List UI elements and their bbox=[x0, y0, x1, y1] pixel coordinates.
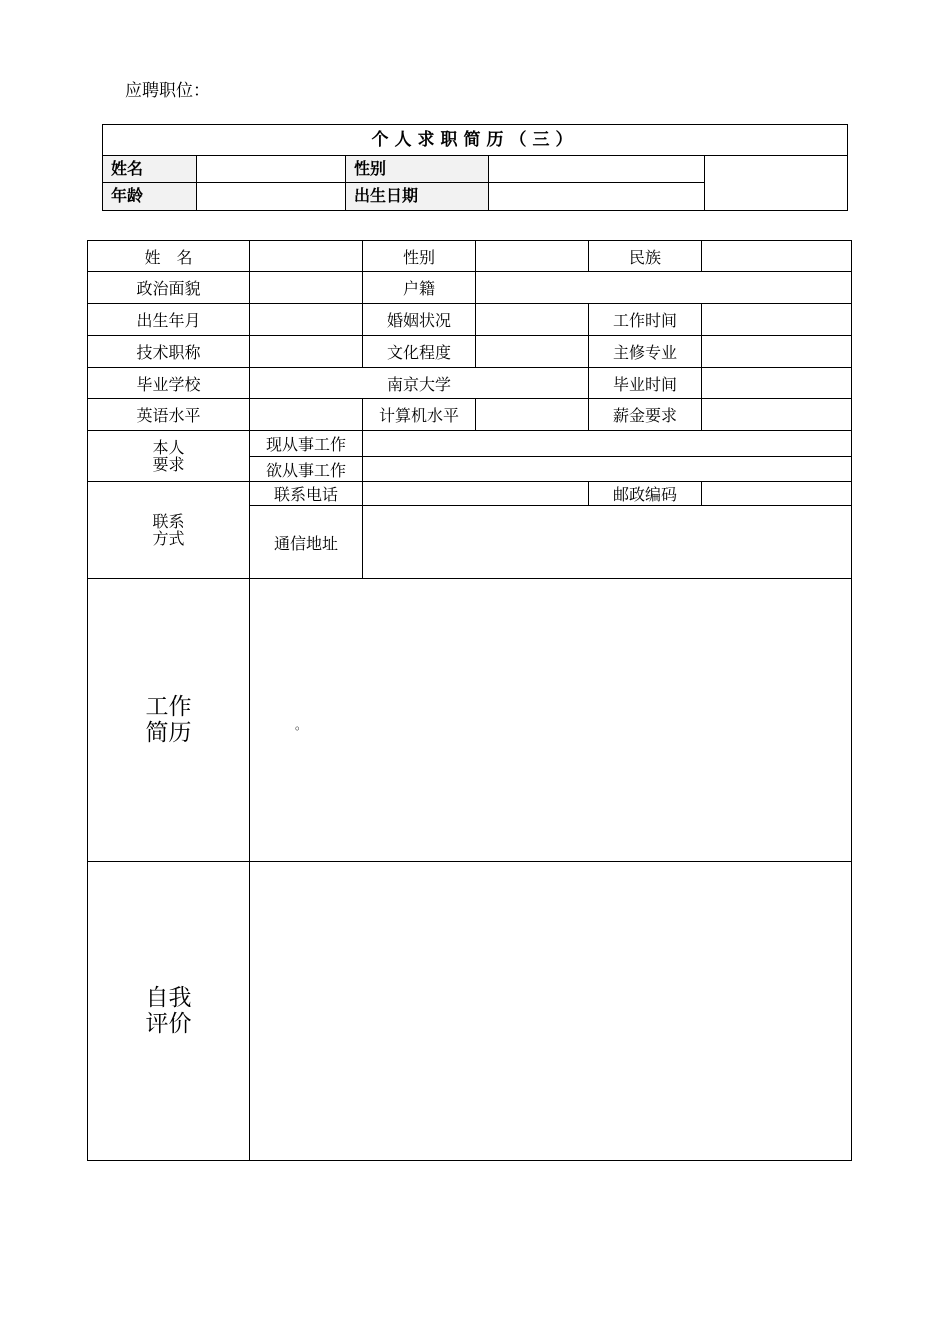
phone-field[interactable] bbox=[362, 481, 589, 506]
desired-job-field[interactable] bbox=[362, 456, 852, 482]
work-time-field[interactable] bbox=[701, 303, 852, 336]
name-field[interactable] bbox=[249, 240, 363, 272]
political-status-field[interactable] bbox=[249, 271, 363, 304]
birth-month-label: 出生年月 bbox=[87, 303, 250, 336]
technical-title-field[interactable] bbox=[249, 335, 363, 368]
header-gender-field[interactable] bbox=[489, 156, 705, 183]
header-birthdate-label: 出生日期 bbox=[346, 183, 489, 210]
header-birthdate-field[interactable] bbox=[489, 183, 705, 210]
hukou-label: 户籍 bbox=[362, 271, 476, 304]
work-history-field[interactable] bbox=[249, 578, 852, 862]
header-name-label: 姓名 bbox=[103, 156, 197, 183]
header-name-field[interactable] bbox=[197, 156, 346, 183]
salary-field[interactable] bbox=[701, 398, 852, 431]
address-field[interactable] bbox=[362, 505, 852, 579]
gender-label: 性别 bbox=[362, 240, 476, 272]
contact-label: 联系 方式 bbox=[87, 481, 250, 579]
header-age-label: 年龄 bbox=[103, 183, 197, 210]
english-level-label: 英语水平 bbox=[87, 398, 250, 431]
self-evaluation-label: 自我 评价 bbox=[87, 861, 250, 1161]
work-history-label: 工作 简历 bbox=[87, 578, 250, 862]
computer-level-label: 计算机水平 bbox=[362, 398, 476, 431]
salary-label: 薪金要求 bbox=[588, 398, 702, 431]
current-job-field[interactable] bbox=[362, 430, 852, 457]
header-age-field[interactable] bbox=[197, 183, 346, 210]
resume-title: 个人求职简历（三） bbox=[103, 125, 847, 156]
school-label: 毕业学校 bbox=[87, 367, 250, 399]
name-label: 姓 名 bbox=[87, 240, 250, 272]
current-job-label: 现从事工作 bbox=[249, 430, 363, 457]
marital-status-label: 婚姻状况 bbox=[362, 303, 476, 336]
computer-level-field[interactable] bbox=[475, 398, 589, 431]
ethnicity-field[interactable] bbox=[701, 240, 852, 272]
postcode-field[interactable] bbox=[701, 481, 852, 506]
education-level-label: 文化程度 bbox=[362, 335, 476, 368]
english-level-field[interactable] bbox=[249, 398, 363, 431]
position-applied-label: 应聘职位： bbox=[125, 81, 210, 101]
technical-title-label: 技术职称 bbox=[87, 335, 250, 368]
work-history-text: 。 bbox=[295, 718, 308, 732]
header-gender-label: 性别 bbox=[346, 156, 489, 183]
header-table bbox=[102, 124, 848, 211]
political-status-label: 政治面貌 bbox=[87, 271, 250, 304]
photo-box bbox=[705, 156, 847, 210]
gender-field[interactable] bbox=[475, 240, 589, 272]
requirements-label: 本人 要求 bbox=[87, 430, 250, 482]
phone-label: 联系电话 bbox=[249, 481, 363, 506]
self-evaluation-field[interactable] bbox=[249, 861, 852, 1161]
school-field[interactable]: 南京大学 bbox=[249, 367, 589, 399]
birth-month-field[interactable] bbox=[249, 303, 363, 336]
marital-status-field[interactable] bbox=[475, 303, 589, 336]
resume-form-table bbox=[87, 240, 852, 1161]
education-level-field[interactable] bbox=[475, 335, 589, 368]
desired-job-label: 欲从事工作 bbox=[249, 456, 363, 482]
address-label: 通信地址 bbox=[249, 505, 363, 579]
graduation-time-field[interactable] bbox=[701, 367, 852, 399]
ethnicity-label: 民族 bbox=[588, 240, 702, 272]
major-label: 主修专业 bbox=[588, 335, 702, 368]
hukou-field[interactable] bbox=[475, 271, 852, 304]
graduation-time-label: 毕业时间 bbox=[588, 367, 702, 399]
work-time-label: 工作时间 bbox=[588, 303, 702, 336]
postcode-label: 邮政编码 bbox=[588, 481, 702, 506]
major-field[interactable] bbox=[701, 335, 852, 368]
